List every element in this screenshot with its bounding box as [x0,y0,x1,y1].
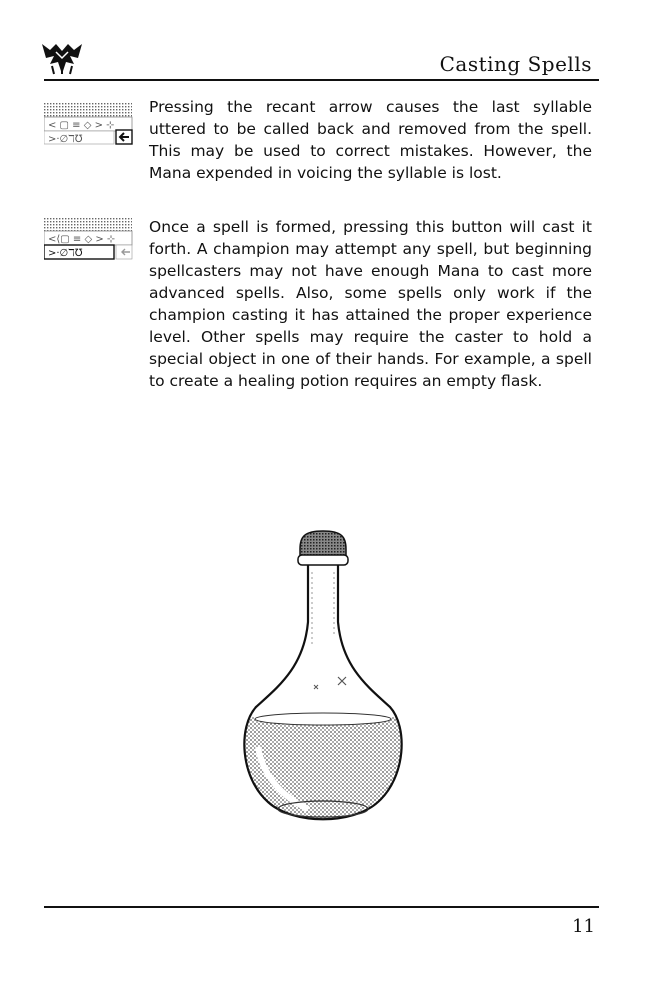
cast-spell-panel-icon [44,218,136,260]
potion-flask-icon [238,527,408,832]
svg-text:>·∅ℸ℧: >·∅ℸ℧ [48,248,83,259]
svg-text:>·∅ℸ℧: >·∅ℸ℧ [48,134,83,145]
page-number: 11 [572,916,595,937]
svg-text:< ▢ ≡ ◇ > ⊹: < ▢ ≡ ◇ > ⊹ [48,120,115,131]
dungeon-master-logo-icon [40,42,84,76]
recant-description: Pressing the recant arrow causes the last syllable uttered to be called back and removed from the spell. This may be used to correct mistakes. However, the Mana expended in voicing the syllable is lost. [149,98,592,182]
footer-rule [44,906,599,908]
recant-arrow-panel-icon [44,103,136,145]
svg-text:<⟨▢ ≡ ◇ > ⊹: <⟨▢ ≡ ◇ > ⊹ [48,234,116,245]
cast-description: Once a spell is formed, pressing this button will cast it forth. A champion may attempt any spell, but beginning spellcasters may not have enough Mana to cast more advanced spells. Also, some spells only work if the champion casting it has attained the proper experience level. Other spells may require the caster to hold a special object in one of their hands. For example, a spell to create a healing potion requires an empty flask. [149,218,592,390]
page-title: Casting Spells [439,52,592,76]
header-rule [44,79,599,81]
